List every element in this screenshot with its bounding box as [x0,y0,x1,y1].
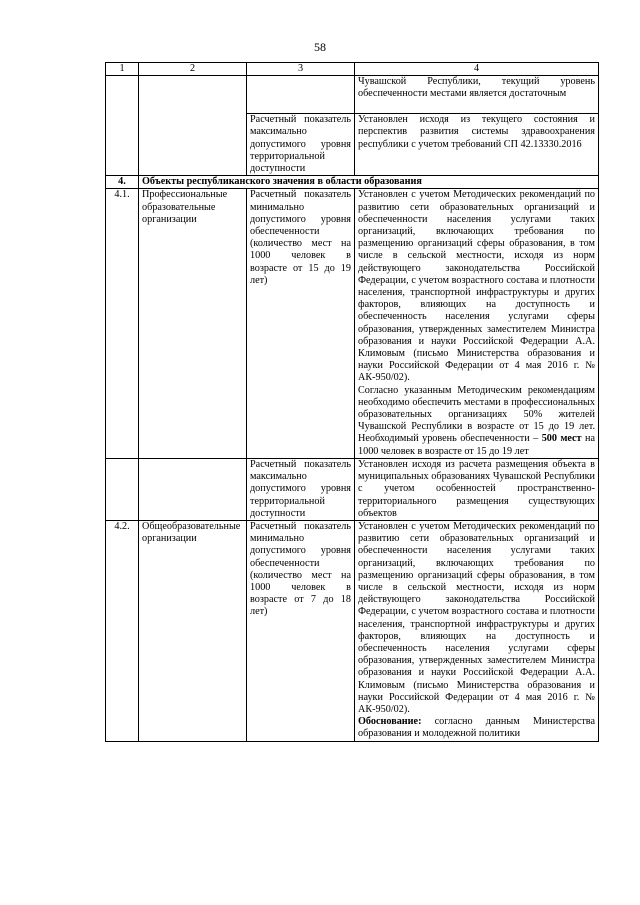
parameter-cell: Расчетный показатель максимально допустимого уровня территориальной доступности [247,114,355,176]
rationale-label: Обоснование: [358,716,422,728]
header-col-2: 2 [139,63,247,76]
continuation-text: Чувашской Республики, текущий уровень обеспеченности местами является достаточным [355,76,599,114]
table-row [106,189,599,458]
justification-cell: Установлен исходя из расчета размещения объекта в муниципальных образованиях Чувашской Республики с учетом особенностей пространственно-территориального размещения существующих объектов [355,458,599,520]
table-row [106,458,599,520]
highlighted-value: 500 мест [541,433,582,445]
parameter-cell: Расчетный показатель минимально допустимого уровня обеспеченности (количество мест на 1000 человек в возрасте от 7 до 18 лет) [247,520,355,741]
justification-paragraph [358,385,595,458]
standards-table [105,62,599,742]
justification-paragraph [358,716,595,740]
object-name: Профессиональные образовательные организации [139,189,247,458]
justification-text: на 1000 человек в возрасте от 15 до 19 лет [358,433,595,457]
header-col-4: 4 [355,63,599,76]
table-header-row [106,63,599,76]
table-row [106,76,599,114]
page-number: 58 [314,40,326,54]
row-number: 4.1. [106,189,139,458]
parameter-cell: Расчетный показатель максимально допустимого уровня территориальной доступности [247,458,355,520]
justification-text: согласно данным Министерства образования и молодежной политики [358,716,595,740]
section-title: Объекты республиканского значения в области образования [139,176,599,189]
header-col-3: 3 [247,63,355,76]
table-row [106,520,599,741]
section-row [106,176,599,189]
section-number: 4. [106,176,139,189]
justification-text: Согласно указанным Методическим рекомендациям необходимо обеспечить местами в профессиональных образовательных организациях 50% жителей Чувашской Республики в возрасте от 15 до 19 лет. Необходимый уровень обеспеченности – [358,384,595,445]
justification-cell [355,520,599,741]
justification-paragraph: Установлен с учетом Методических рекомендаций по развитию сети образовательных организаций и обеспеченности населения услугами таких организаций, включающих требования по размещению организаций сферы образования, в том числе в сельской местности, исходя из норм действующего законодательства Российской Федерации, с учетом возрастного состава и плотности населения, транспортной инфраструктуры и других факторов, влияющих на доступность и обеспеченность населения услугами сферы образования, утвержденных заместителем Министра образования и науки Российской Федерации А.А. Климовым (письмо Министерства образования и науки Российской Федерации от 4 мая 2016 г. № АК-950/02). [358,189,595,384]
justification-cell [355,189,599,458]
row-number: 4.2. [106,520,139,741]
header-col-1: 1 [106,63,139,76]
object-name: Общеобразовательные организации [139,520,247,741]
justification-paragraph: Установлен с учетом Методических рекомендаций по развитию сети образовательных организаций и обеспеченности населения услугами таких организаций, включающих требования по размещению организаций сферы образования, в том числе в сельской местности, исходя из норм действующего законодательства Российской Федерации, с учетом возрастного состава и плотности населения, транспортной инфраструктуры и других факторов, влияющих на доступность и обеспеченность населения услугами сферы образования, утвержденных заместителем Министра образования и науки Российской Федерации А.А. Климовым (письмо Министерства образования и науки Российской Федерации от 4 мая 2016 г. № АК-950/02). [358,520,595,715]
justification-cell: Установлен исходя из текущего состояния и перспектив развития системы здравоохранения республики с учетом требований СП 42.13330.2016 [355,114,599,176]
parameter-cell: Расчетный показатель минимально допустимого уровня обеспеченности (количество мест на 1000 человек в возрасте от 15 до 19 лет) [247,189,355,458]
